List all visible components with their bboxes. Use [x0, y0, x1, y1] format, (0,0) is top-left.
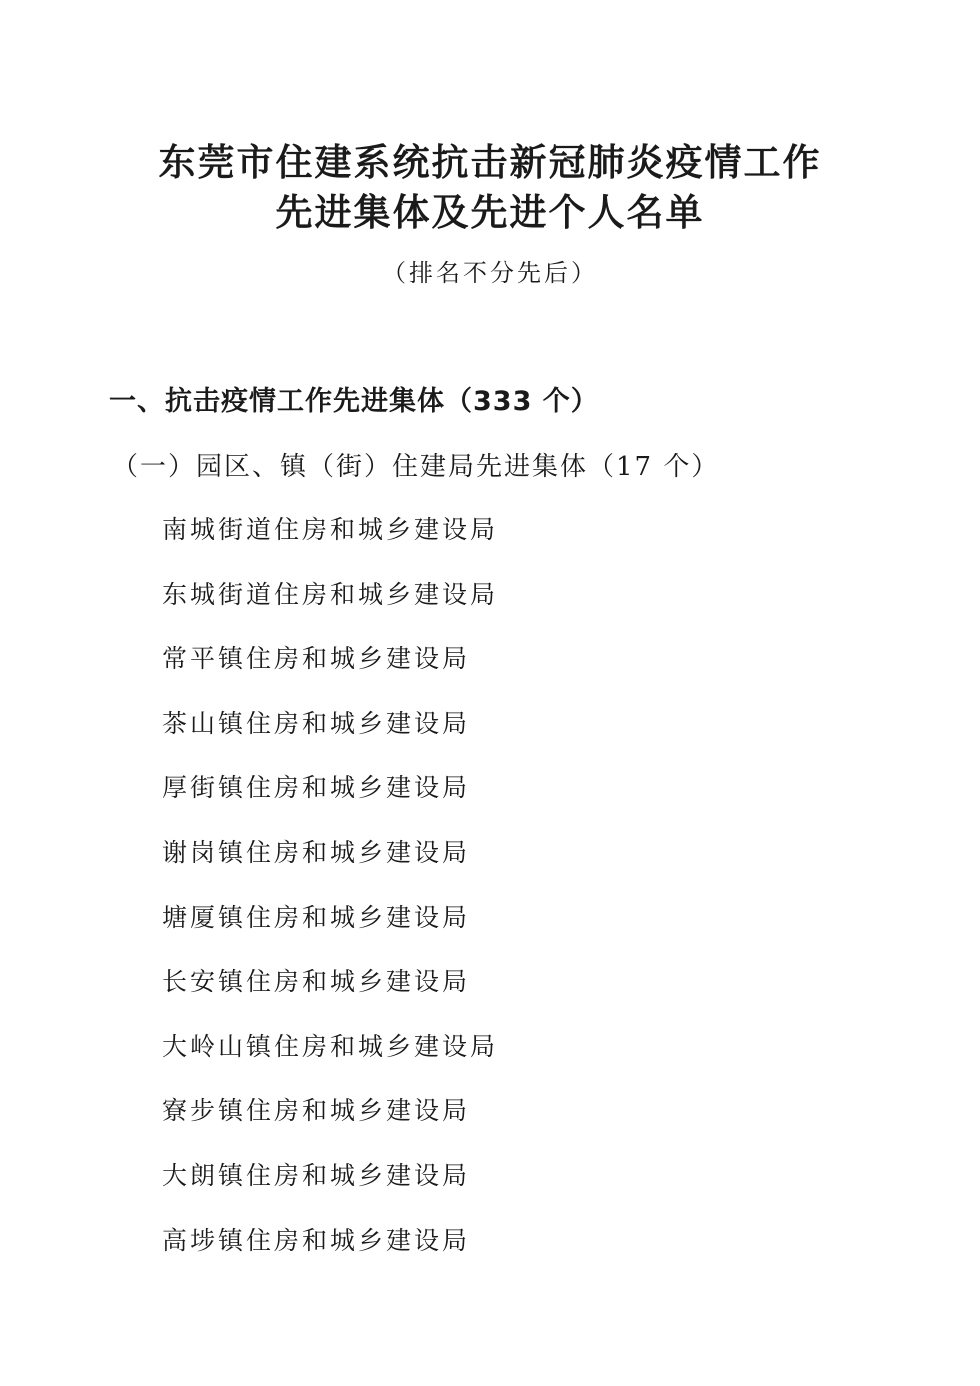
entry-list	[162, 512, 498, 1287]
document-title-line-2: 先进集体及先进个人名单	[275, 191, 705, 234]
list-item: 茶山镇住房和城乡建设局	[162, 708, 471, 738]
list-item: 常平镇住房和城乡建设局	[162, 644, 471, 674]
list-item: 大岭山镇住房和城乡建设局	[162, 1031, 499, 1061]
list-item: 南城街道住房和城乡建设局	[162, 515, 499, 544]
document-subtitle: （排名不分先后）	[382, 259, 598, 287]
list-item: 寮步镇住房和城乡建设局	[162, 1096, 471, 1126]
list-item: 谢岗镇住房和城乡建设局	[162, 837, 471, 867]
section-heading: 一、抗击疫情工作先进集体（333 个）	[109, 386, 599, 417]
list-item: 厚街镇住房和城乡建设局	[162, 773, 471, 803]
document-title-line-1: 东莞市住建系统抗击新冠肺炎疫情工作	[158, 141, 822, 184]
list-item: 塘厦镇住房和城乡建设局	[162, 902, 471, 932]
list-item: 高埗镇住房和城乡建设局	[162, 1225, 471, 1255]
subsection-heading: （一）园区、镇（街）住建局先进集体（17 个）	[112, 452, 720, 482]
list-item: 大朗镇住房和城乡建设局	[162, 1160, 471, 1190]
list-item: 东城街道住房和城乡建设局	[162, 579, 499, 609]
list-item: 长安镇住房和城乡建设局	[162, 967, 471, 997]
